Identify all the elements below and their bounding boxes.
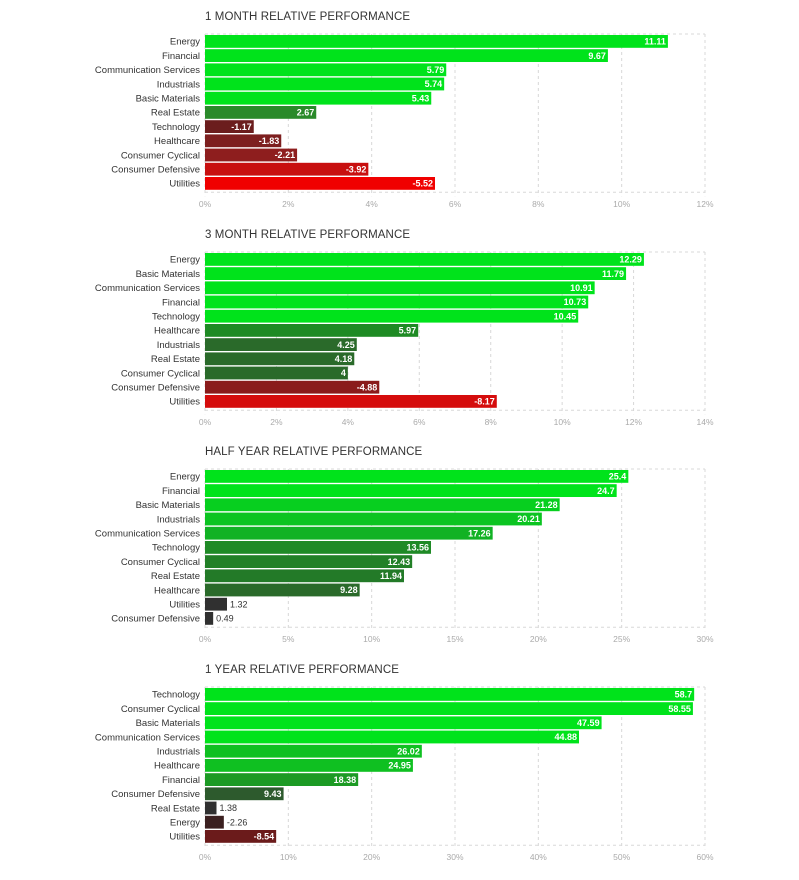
value-label: 12.29: [619, 254, 642, 265]
value-label: 11.79: [602, 268, 625, 279]
category-label: Technology: [151, 542, 200, 554]
bar[interactable]: [205, 598, 227, 611]
value-label: -4.88: [356, 382, 378, 393]
bar[interactable]: [205, 759, 413, 772]
bar[interactable]: [205, 253, 644, 266]
value-label: 13.56: [406, 542, 429, 553]
bar[interactable]: [205, 381, 379, 394]
category-label: Energy: [169, 817, 200, 829]
category-label: Basic Materials: [135, 93, 200, 105]
x-tick-label: 10%: [553, 417, 571, 428]
value-label: -8.17: [474, 396, 495, 407]
value-label: -1.83: [258, 136, 280, 146]
category-label: Basic Materials: [135, 718, 200, 730]
x-tick-label: 8%: [532, 199, 545, 210]
chart-title: 3 MONTH RELATIVE PERFORMANCE: [205, 229, 411, 241]
value-label: 9.28: [340, 585, 358, 596]
value-label: -2.26: [226, 817, 248, 828]
x-tick-label: 15%: [446, 634, 464, 645]
bar[interactable]: [205, 612, 213, 625]
category-label: Healthcare: [154, 325, 200, 337]
category-label: Real Estate: [150, 571, 200, 583]
bar[interactable]: [205, 310, 578, 323]
x-tick-label: 12%: [696, 199, 714, 210]
value-label: 25.4: [608, 471, 627, 482]
value-label: -3.92: [345, 164, 367, 175]
value-label: 2.67: [296, 107, 315, 118]
chart-panel-2: [95, 229, 714, 427]
bar[interactable]: [205, 324, 418, 337]
x-tick-label: 12%: [625, 417, 643, 428]
value-label: 26.02: [397, 746, 420, 757]
category-label: Healthcare: [154, 136, 200, 148]
category-label: Basic Materials: [135, 268, 200, 280]
value-label: 10.73: [563, 297, 587, 308]
category-label: Consumer Defensive: [111, 382, 200, 394]
category-label: Real Estate: [150, 803, 200, 815]
bar[interactable]: [205, 78, 444, 91]
category-label: Technology: [151, 311, 200, 323]
bar[interactable]: [205, 745, 422, 758]
value-label: 21.28: [535, 500, 558, 510]
value-label: 5.79: [426, 65, 445, 75]
x-tick-label: 20%: [529, 634, 547, 645]
value-label: 0.49: [216, 613, 234, 624]
x-tick-label: 2%: [282, 199, 295, 210]
category-label: Financial: [161, 50, 200, 62]
chart-panel-3: [95, 446, 714, 644]
category-label: Technology: [151, 121, 200, 133]
category-label: Energy: [169, 254, 200, 266]
category-label: Consumer Cyclical: [120, 556, 200, 568]
x-tick-label: 25%: [613, 634, 631, 645]
bar[interactable]: [205, 63, 446, 76]
bar[interactable]: [205, 688, 694, 701]
bar[interactable]: [205, 296, 588, 309]
bar[interactable]: [205, 395, 497, 408]
category-label: Consumer Cyclical: [120, 368, 200, 380]
x-tick-label: 5%: [282, 634, 295, 645]
bar[interactable]: [205, 584, 360, 597]
value-label: 4.25: [337, 339, 355, 350]
category-label: Utilities: [169, 178, 200, 190]
bar[interactable]: [205, 802, 217, 815]
category-label: Utilities: [169, 599, 200, 611]
x-tick-label: 4%: [365, 199, 378, 210]
bar[interactable]: [205, 267, 626, 280]
value-label: 12.43: [387, 556, 411, 567]
value-label: 1.32: [230, 599, 248, 610]
x-tick-label: 30%: [696, 634, 714, 645]
bar[interactable]: [205, 716, 602, 729]
x-tick-label: 60%: [696, 852, 714, 863]
category-label: Communication Services: [94, 283, 200, 295]
chart-panel-1: [95, 11, 714, 209]
value-label: 44.88: [554, 732, 577, 743]
bar[interactable]: [205, 367, 348, 380]
x-tick-label: 6%: [413, 417, 426, 428]
bar[interactable]: [205, 569, 404, 582]
x-tick-label: 4%: [341, 417, 355, 428]
category-label: Consumer Defensive: [111, 789, 200, 801]
category-label: Technology: [151, 689, 200, 701]
category-label: Utilities: [169, 831, 200, 843]
value-label: 9.67: [588, 50, 606, 61]
x-tick-label: 2%: [270, 417, 283, 428]
bar[interactable]: [205, 513, 542, 526]
category-label: Utilities: [169, 396, 200, 408]
bar[interactable]: [205, 470, 628, 483]
x-tick-label: 10%: [279, 852, 297, 863]
x-tick-label: 20%: [363, 852, 381, 863]
category-label: Industrials: [156, 746, 200, 758]
value-label: 9.43: [264, 789, 282, 799]
value-label: 11.94: [379, 571, 402, 581]
bar[interactable]: [205, 484, 617, 497]
bar[interactable]: [205, 352, 354, 365]
value-label: 24.7: [597, 485, 615, 496]
category-label: Communication Services: [94, 528, 200, 540]
category-label: Industrials: [156, 514, 200, 526]
x-tick-label: 10%: [363, 634, 381, 645]
category-label: Financial: [161, 297, 200, 309]
value-label: 5.43: [411, 93, 430, 104]
category-label: Industrials: [156, 339, 200, 351]
category-label: Healthcare: [154, 585, 200, 597]
value-label: 10.45: [553, 311, 577, 322]
value-label: 24.95: [388, 760, 411, 771]
category-label: Financial: [161, 485, 200, 497]
category-label: Healthcare: [154, 760, 200, 772]
bar[interactable]: [205, 702, 693, 715]
chart-panel-4: [95, 664, 714, 862]
value-label: 10.91: [570, 283, 593, 293]
value-label: -1.17: [231, 121, 252, 132]
x-tick-label: 0%: [198, 199, 212, 210]
chart-title: 1 YEAR RELATIVE PERFORMANCE: [205, 664, 399, 676]
value-label: 5.97: [398, 325, 417, 336]
bar[interactable]: [205, 498, 560, 511]
bar[interactable]: [205, 731, 579, 744]
bar[interactable]: [205, 555, 412, 568]
bar[interactable]: [205, 527, 493, 540]
value-label: 58.7: [674, 689, 693, 700]
category-label: Energy: [169, 471, 200, 483]
value-label: 18.38: [333, 774, 357, 785]
value-label: 4.18: [334, 354, 353, 364]
x-tick-label: 50%: [613, 852, 631, 863]
x-tick-label: 30%: [446, 852, 464, 863]
value-label: 5.74: [424, 79, 443, 90]
value-label: -8.54: [253, 831, 275, 842]
chart-title: HALF YEAR RELATIVE PERFORMANCE: [205, 446, 423, 458]
category-label: Consumer Defensive: [111, 613, 200, 625]
bar[interactable]: [205, 35, 668, 48]
category-label: Real Estate: [150, 107, 200, 119]
category-label: Energy: [169, 36, 200, 48]
x-tick-label: 0%: [198, 852, 212, 863]
x-tick-label: 0%: [198, 634, 212, 645]
value-label: 17.26: [468, 528, 491, 539]
bar[interactable]: [205, 541, 431, 554]
value-label: 1.38: [219, 803, 238, 814]
value-label: 20.21: [517, 514, 540, 525]
value-label: 58.55: [668, 703, 691, 714]
category-label: Communication Services: [94, 65, 200, 77]
category-label: Communication Services: [94, 732, 200, 744]
category-label: Industrials: [156, 79, 200, 91]
bar[interactable]: [205, 163, 368, 176]
value-label: 4: [340, 368, 346, 379]
category-label: Consumer Cyclical: [120, 150, 200, 162]
x-tick-label: 8%: [484, 417, 497, 428]
bar[interactable]: [205, 49, 608, 62]
category-label: Consumer Cyclical: [120, 703, 200, 715]
x-tick-label: 10%: [613, 199, 631, 210]
x-tick-label: 6%: [448, 199, 462, 210]
x-tick-label: 40%: [529, 852, 547, 863]
chart-title: 1 MONTH RELATIVE PERFORMANCE: [205, 11, 411, 23]
x-tick-label: 0%: [198, 417, 212, 428]
bar[interactable]: [205, 816, 224, 829]
bar[interactable]: [205, 281, 595, 294]
category-label: Basic Materials: [135, 500, 200, 512]
bar[interactable]: [205, 338, 357, 351]
category-label: Real Estate: [150, 354, 200, 366]
value-label: 11.11: [644, 36, 666, 47]
x-tick-label: 14%: [696, 417, 714, 428]
value-label: 47.59: [577, 718, 600, 728]
category-label: Financial: [161, 774, 200, 786]
bar[interactable]: [205, 92, 431, 105]
bar[interactable]: [205, 177, 435, 190]
value-label: -2.21: [274, 150, 296, 161]
category-label: Consumer Defensive: [111, 164, 200, 176]
value-label: -5.52: [412, 178, 433, 189]
